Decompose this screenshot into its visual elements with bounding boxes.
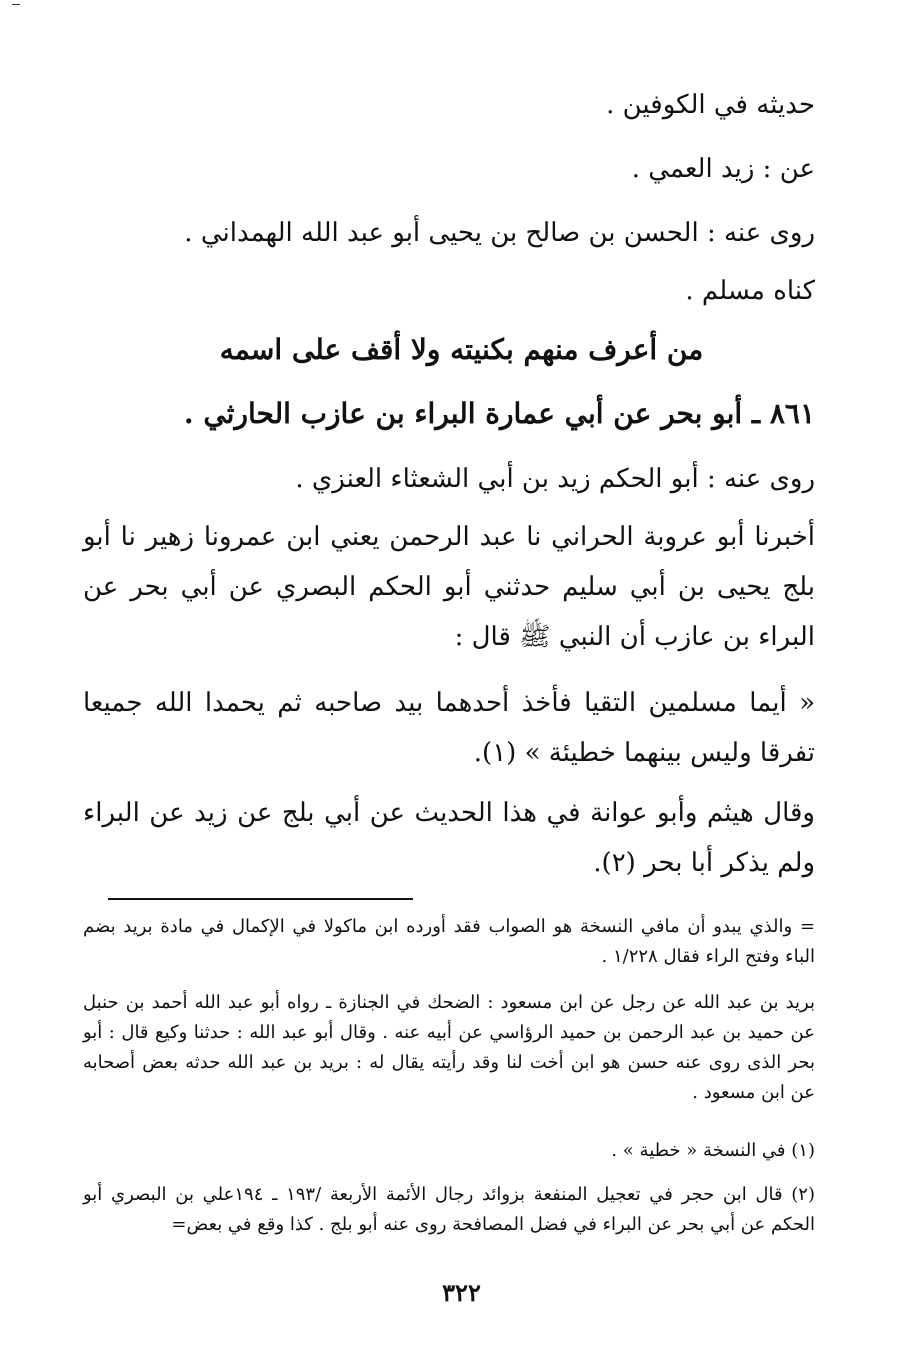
text-line-1: حديثه في الكوفين . xyxy=(606,90,815,120)
entry-heading: ٨٦١ ـ أبو بحر عن أبي عمارة البراء بن عازب الحارثي . xyxy=(183,397,815,430)
text-line-2: عن : زيد العمي . xyxy=(631,154,815,184)
page-number: ٣٢٢ xyxy=(442,1278,481,1307)
crop-mark xyxy=(12,4,20,9)
text-line-4: كناه مسلم . xyxy=(685,276,815,306)
footnote-2: (٢) قال ابن حجر في تعجيل المنفعة بزوائد رجال الأئمة الأربعة /١٩٣ ـ ١٩٤علي بن البصري أبو الحكم عن أبي بحر عن البراء في فضل المصافحة روى عنه أبو بلج . كذا وقع في بعض= xyxy=(83,1184,815,1235)
narrated-by-line: روى عنه : أبو الحكم زيد بن أبي الشعثاء العنزي . xyxy=(295,464,815,494)
footnote-1: (١) في النسخة « خطية » . xyxy=(611,1140,815,1161)
paragraph-variant: وقال هيثم وأبو عوانة في هذا الحديث عن أبي بلج عن زيد عن البراء ولم يذكر أبا بحر (٢). xyxy=(83,798,815,878)
footnote-separator xyxy=(108,898,413,900)
footnote-quote: بريد بن عبد الله عن رجل عن ابن مسعود : الضحك في الجنازة ـ رواه أبو عبد الله أحمد بن حنبل عن حميد بن عبد الرحمن بن حميد الرؤاسي عن أبيه عنه . وقال أبو عبد الله : حدثنا وكيع قال : أبو بحر الذى روى عنه حسن هو ابن أخت لنا وقد رأيته يقال له : بريد بن عبد الله حدثه بعض أصحابه عن ابن مسعود . xyxy=(83,992,815,1103)
footnote-continued: = والذي يبدو أن مافي النسخة هو الصواب فقد أورده ابن ماكولا في الإكمال في مادة بريد بضم الباء وفتح الراء فقال ١/٢٢٨ . xyxy=(83,916,815,967)
section-heading: من أعرف منهم بكنيته ولا أقف على اسمه xyxy=(219,333,704,366)
paragraph-chain: أخبرنا أبو عروبة الحراني نا عبد الرحمن يعني ابن عمرونا زهير نا أبو بلج يحيى بن أبي سليم حدثني أبو الحكم البصري عن أبي بحر عن البراء بن عازب أن النبي ﷺ قال : xyxy=(83,522,815,652)
text-line-3: روى عنه : الحسن بن صالح بن يحيى أبو عبد الله الهمداني . xyxy=(184,218,815,248)
paragraph-hadith: « أيما مسلمين التقيا فأخذ أحدهما بيد صاحبه ثم يحمدا الله جميعا تفرقا وليس بينهما خطيئة » (١). xyxy=(83,688,815,768)
